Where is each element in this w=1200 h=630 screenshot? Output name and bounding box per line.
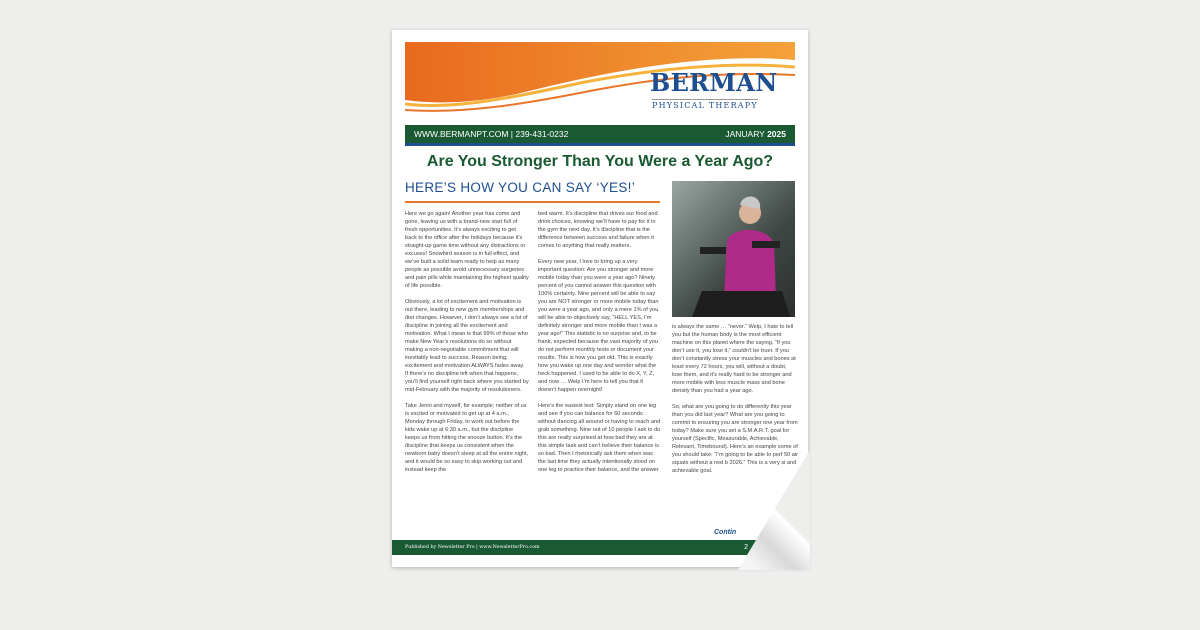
paragraph: is always the same … “never.” Welp, I hate to tell you but the human body is the most efficient machine on this planet where the saying, “If you don’t use it, you lose it,” couldn’t be truer. If you don’t constantly stress your muscles and bones at least every 72 hours, you will, without a doubt, lose them, and it’s really hard to be stronger and more mobile with less muscle mass and bone density than you had a year ago. — [672, 324, 796, 394]
column-3 — [672, 323, 798, 475]
contact-info: WWW.BERMANPT.COM | 239-431-0232 — [414, 129, 569, 139]
blue-strip — [405, 143, 795, 146]
berman-logo — [650, 70, 790, 116]
contact-bar — [405, 125, 795, 143]
article-title: Are You Stronger Than You Were a Year Ago? — [426, 153, 774, 170]
paragraph: Every new year, I love to bring up a very important question: Are you stronger and more mobile today than you were a year ago? Ninety percent of you cannot answer this question with 100% certainty. Nine percent will be able to say you are NOT stronger or more mobile today than you were a year ago, and only a mere 1% of you will be able to objectively say, “HELL YES, I’m definitely stronger and more mobile than I was a year ago!” This statistic is no surprise and, to be frank, expected because the vast majority of you do not perform monthly tests or document your results. This is how you get old. This is exactly how you wake up one day and wonder what the heck happened. I used to be able to do X, Y, Z, and now … Welp I’m here to tell you that it doesn’t happen overnight! — [538, 259, 659, 393]
woman-lifting-dumbbells-photo — [672, 181, 795, 317]
paragraph: Obviously, a lot of excitement and motivation is out there, leading to new gym memberships and diet changes. However, I don’t always see a lot of discipline in joining all the excitement and motivation. What I mean is that 99% of those who make New Year’s resolutions do so without making a non-negotiable commitment that will inevitably lead to success. Reason being, excitement and motivation ALWAYS fades away. If there’s no discipline left when that happens, you’ll find yourself right back where you started by mid-February with the majority of resolutioners. — [405, 299, 529, 393]
issue-date — [725, 125, 786, 143]
month: JANUARY — [725, 129, 765, 139]
newsletter-page — [392, 30, 808, 567]
logo-name: BERMAN — [650, 68, 778, 97]
article-subtitle: HERE’S HOW YOU CAN SAY ‘YES!’ — [405, 180, 635, 195]
paragraph: So, what are you going to do differently this year than you did last year? What are you going to commit to ensuring you are stronger one year from today? Make sure you set a S.M.A.R.T. goal for yourself (Specific, Measurable, Achievable, Relevant, Timebound). Here’s an example some of you should take: “I’m going to be able to perf 50 air squats without a rest b 2026.” This is a very si and achievable goal. — [672, 404, 798, 474]
column-2 — [538, 210, 662, 482]
orange-rule — [405, 201, 660, 203]
page-number: 2 — [744, 544, 748, 551]
footer-bar — [392, 540, 808, 555]
paragraph: bed warm. It’s discipline that drives our food and drink choices, knowing we’ll have to pay for it in the gym the next day. It’s discipline that is the difference between success and failure when it comes to anything that really matters. — [538, 211, 658, 249]
year: 2025 — [767, 129, 786, 139]
paragraph: Here we go again! Another year has come and gone, leaving us with a brand-new start full of fresh opportunities. It’s always exciting to get back to the office after the holidays because it’s straight-up game time without any distractions or excuses! Snowbird season is in full effect, and we’ve built a solid team ready to help as many people as possible avoid unnecessary surgeries and pain pills while maintaining the highest quality of life possible. — [405, 211, 529, 289]
logo-subtitle: PHYSICAL THERAPY — [652, 101, 758, 110]
publisher-credit: Published by Newsletter Pro | www.NewsletterPro.com — [405, 545, 540, 550]
paragraph: Take Jenni and myself, for example; neither of us is excited or motivated to get up at 4 a.m., Monday through Friday, to work out before the kids wake up at 6:30 a.m., but the discipline keeps us from hitting the snooze button. It’s the discipline that keeps us consistent when the newborn baby doesn’t sleep at all the entire night, and it would be so easy to skip working out and instead keep the — [405, 403, 529, 473]
column-1 — [405, 210, 529, 482]
continued-link[interactable]: Contin — [714, 529, 737, 536]
paragraph: Here’s the easiest test: Simply stand on one leg and see if you can balance for 60 seconds without dancing all around or having to reach and grab something. Nine out of 10 people I ask to do this are really surprised at how bad they are at this simple task and can’t believe their balance is so bad. Then I rhetorically ask them when was the last time they actually intentionally stood on one leg to practice their balance, and the answer — [538, 403, 661, 473]
